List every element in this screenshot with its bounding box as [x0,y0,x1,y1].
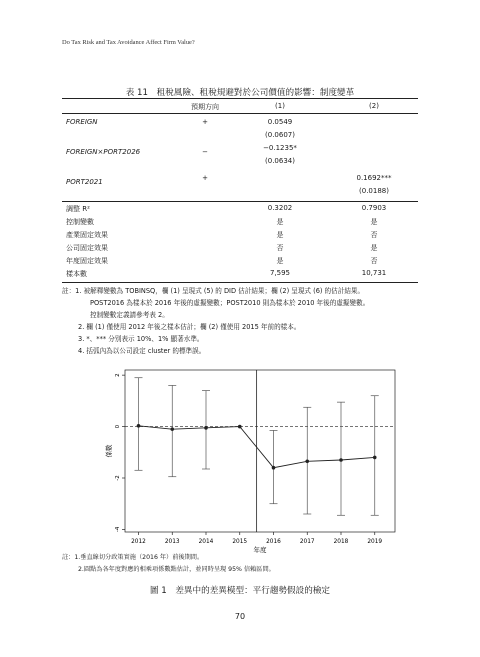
col-header-sign: 預期方向 [191,103,219,111]
row-label-foreign: FOREIGN [66,118,98,126]
stat-label-firm-fe: 公司固定效果 [66,244,108,252]
coefficient-point [272,466,276,470]
stat-industry-fe-col1: 是 [276,231,284,239]
figure-note-1: 註：1.垂直線切分政策實施（2016 年）前後期間。 [62,554,204,561]
coef-port-col2: 0.1692*** [356,174,392,182]
y-tick-label: -2 [115,475,121,481]
coefficient-point [137,424,141,428]
se-foreign-col1: (0.0607) [265,131,295,139]
table-header-rule [62,113,418,114]
table-note-1: 註：1. 被解釋變數為 TOBINSQ，欄 (1) 呈現式 (5) 的 DID 估計結果；欄 (2) 呈現式 (6) 的估計結果。 [62,287,365,295]
row-sign-interaction: − [202,148,208,156]
se-interaction-col1: (0.0634) [265,157,295,165]
table-top-rule [62,98,418,99]
x-axis-label: 年度 [253,546,267,554]
col-header-2: (2) [369,102,379,110]
x-tick-label: 2012 [131,539,146,545]
x-tick-label: 2018 [333,539,349,545]
figure-note-2: 2.圓點為各年度對應的相乘項係數點估計，並同時呈現 95% 信賴區間。 [78,566,275,573]
stat-r2-col1: 0.3202 [267,204,293,212]
stat-label-r2: 調整 R² [66,205,90,213]
stat-label-year-fe: 年度固定效果 [66,257,108,265]
running-header: Do Tax Risk and Tax Avoidance Affect Firm Value? [62,39,195,46]
stat-n-col1: 7,595 [269,269,291,277]
row-sign-port: + [202,174,208,182]
stat-r2-col2: 0.7903 [361,204,387,212]
table-note-3: 3. *、*** 分別表示 10%、1% 顯著水準。 [78,335,204,343]
col-header-1: (1) [275,102,285,110]
page-number: 70 [234,612,246,621]
stat-label-industry-fe: 產業固定效果 [66,231,108,239]
row-label-interaction: FOREIGN×PORT2026 [66,148,141,156]
figure-caption: 圖 1 差異中的差異模型：平行趨勢假設的檢定 [149,586,331,596]
coefficient-point [238,425,242,429]
coefficient-point [170,427,174,431]
table-mid-rule [62,201,418,202]
coefficient-point [373,456,377,460]
y-axis-label: 係數 [105,444,113,458]
stat-label-controls: 控制變數 [66,218,94,226]
stat-n-col2: 10,731 [361,269,387,277]
stat-industry-fe-col2: 否 [370,231,378,239]
stat-controls-col1: 是 [276,218,284,226]
coefficient-point [204,426,208,430]
table-note-1b: POST2016 為樣本於 2016 年後的虛擬變數；POST2010 則為樣本於 2010 年後的虛擬變數。 [90,299,370,307]
y-tick-label: 2 [115,373,121,377]
coefficient-point [339,458,343,462]
stat-year-fe-col1: 是 [276,257,284,265]
x-tick-label: 2017 [299,539,315,545]
coefficient-point [305,459,309,463]
coef-interaction-col1: −0.1235* [263,144,297,152]
table-note-1c: 控制變數定義請參考表 2。 [90,311,169,319]
stat-firm-fe-col1: 否 [276,244,284,252]
stat-controls-col2: 是 [370,218,378,226]
x-tick-label: 2019 [367,539,383,545]
row-sign-foreign: + [202,118,208,126]
x-tick-label: 2016 [266,539,281,545]
table-bottom-rule [62,282,418,283]
coef-foreign-col1: 0.0549 [267,118,293,126]
table-note-4: 4. 括弧內為以公司設定 cluster 的標準誤。 [78,347,206,355]
table-caption: 表 11 租稅風險、租稅規避對於公司價值的影響：制度變革 [125,88,355,98]
y-tick-label: 0 [115,424,121,429]
row-label-port: PORT2021 [66,178,103,186]
x-tick-label: 2013 [164,539,180,545]
table-note-2: 2. 欄 (1) 僅使用 2012 年後之樣本估計；欄 (2) 僅使用 2015 年前的樣本。 [78,323,301,331]
stat-label-n: 樣本數 [66,270,87,278]
x-tick-label: 2014 [198,539,214,545]
se-port-col2: (0.0188) [359,187,389,195]
y-tick-label: -4 [115,526,121,533]
stat-year-fe-col2: 否 [370,257,378,265]
x-tick-label: 2015 [232,539,248,545]
stat-firm-fe-col2: 是 [370,244,378,252]
event-study-chart [100,368,400,554]
